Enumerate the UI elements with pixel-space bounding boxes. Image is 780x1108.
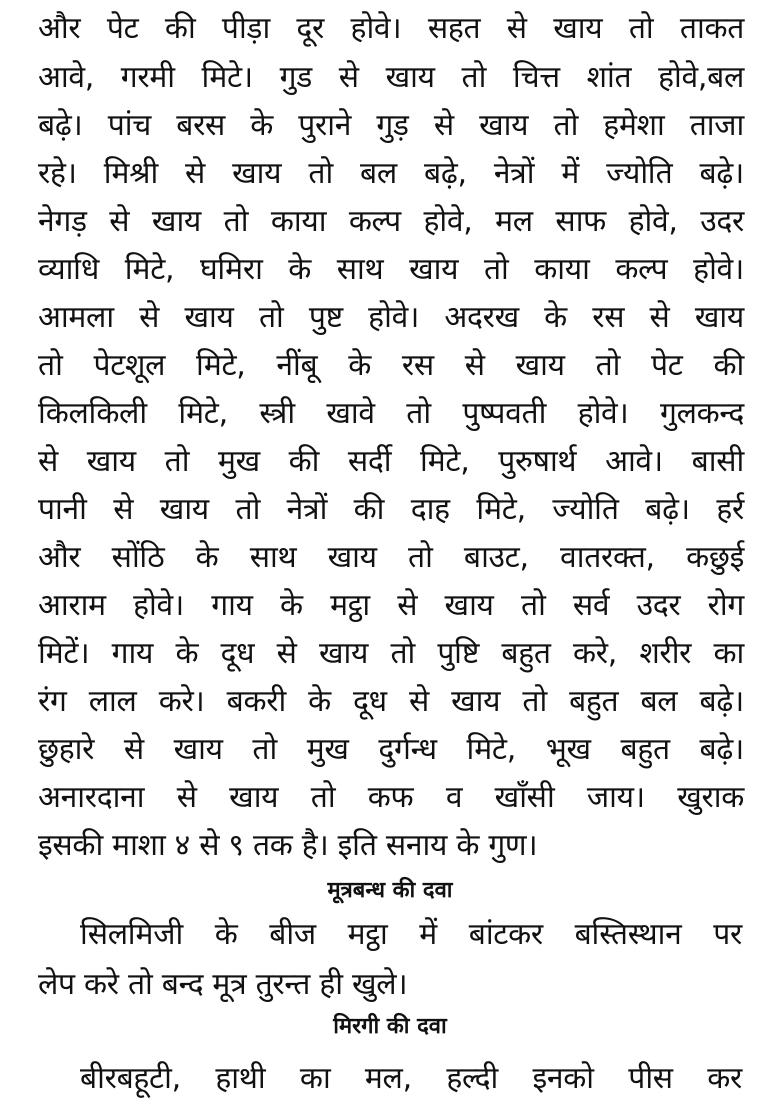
text-line: नेगड़ से खाय तो काया कल्प होवे, मल साफ होवे, उदर: [38, 204, 744, 239]
text-line: और पेट की पीड़ा दूर होवे। सहत से खाय तो ताकत: [38, 11, 744, 46]
text-line: व्याधि मिटे, घमिरा के साथ खाय तो काया कल्प होवे।: [38, 252, 744, 287]
text-line: पानी से खाय तो नेत्रों की दाह मिटे, ज्योति बढ़े। हर्र: [38, 492, 744, 527]
text-line: लेप करे तो बन्द मूत्र तुरन्त ही खुले।: [38, 967, 408, 1002]
text-line: रहे। मिश्री से खाय तो बल बढ़े, नेत्रों में ज्योति बढ़े।: [38, 156, 744, 191]
text-line: आवे, गरमी मिटे। गुड से खाय तो चित्त शांत होवे,बल: [38, 60, 744, 95]
text-line: छुहारे से खाय तो मुख दुर्गन्ध मिटे, भूख बहुत बढ़े।: [38, 732, 744, 767]
text-line: किलकिली मिटे, स्त्री खावे तो पुष्पवती होवे। गुलकन्द: [38, 396, 744, 431]
text-line: और सोंठि के साथ खाय तो बाउट, वातरक्त, कछुई: [38, 540, 744, 575]
text-line: से खाय तो मुख की सर्दी मिटे, पुरुषार्थ आवे। बासी: [38, 444, 744, 479]
text-line: सिलमिजी के बीज मट्ठा में बांटकर बस्तिस्थान पर: [80, 917, 742, 952]
text-line: आराम होवे। गाय के मट्ठा से खाय तो सर्व उदर रोग: [38, 588, 744, 623]
text-line: बीरबहूटी, हाथी का मल, हल्दी इनको पीस कर: [80, 1061, 742, 1096]
section-heading: मिरगी की दवा: [333, 1014, 447, 1039]
text-line: तो पेटशूल मिटे, नींबू के रस से खाय तो पेट की: [38, 348, 744, 383]
text-line: अनारदाना से खाय तो कफ व खाँसी जाय। खुराक: [38, 780, 744, 815]
section-heading: मूत्रबन्ध की दवा: [327, 878, 453, 903]
text-line: मिटें। गाय के दूध से खाय तो पुष्टि बहुत करे, शरीर का: [38, 636, 744, 671]
text-line: रंग लाल करे। बकरी के दूध से खाय तो बहुत बल बढ़े।: [38, 684, 744, 719]
text-line: इसकी माशा ४ से ९ तक है। इति सनाय के गुण।: [38, 828, 538, 863]
text-line: बढ़े। पांच बरस के पुराने गुड़ से खाय तो हमेशा ताजा: [38, 108, 744, 143]
text-line: आमला से खाय तो पुष्ट होवे। अदरख के रस से खाय: [38, 300, 744, 335]
